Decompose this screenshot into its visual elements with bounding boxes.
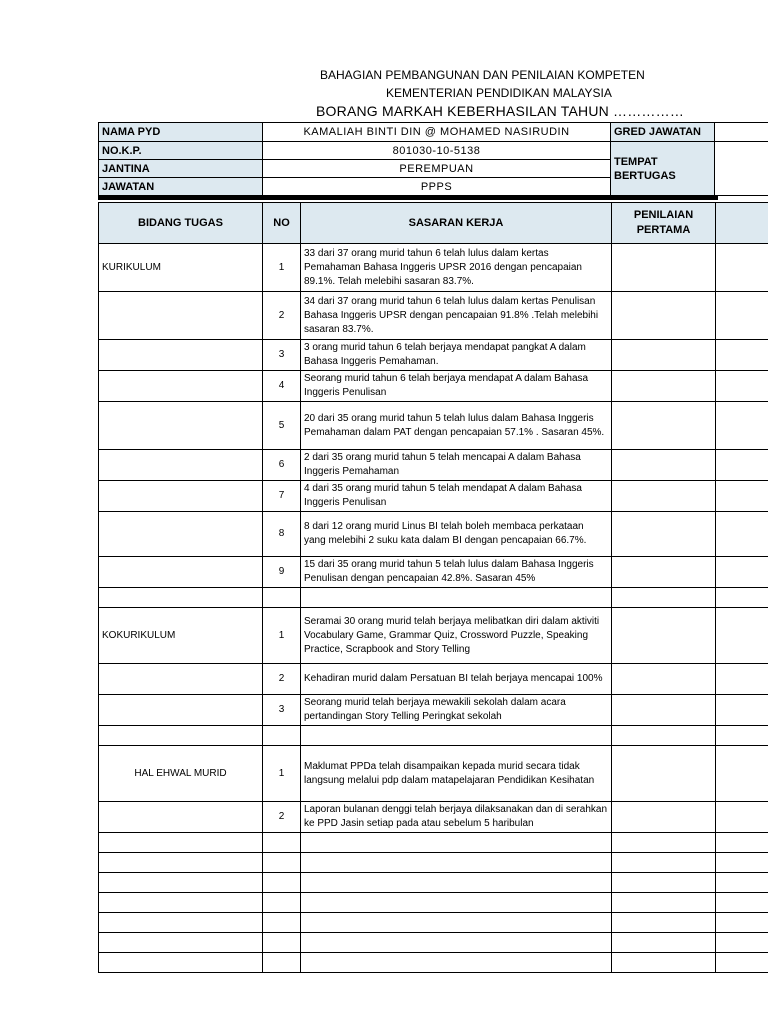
bidang-tugas-cell (99, 371, 263, 402)
sasaran-kerja-cell: 3 orang murid tahun 6 telah berjaya mendapat pangkat A dalam Bahasa Inggeris Pemahaman. (301, 340, 612, 371)
table-row (99, 913, 768, 933)
bidang-tugas-cell (99, 340, 263, 371)
form-title: BORANG MARKAH KEBERHASILAN TAHUN …………… (316, 103, 685, 119)
header-extra (716, 203, 768, 244)
table-row (99, 450, 768, 481)
extra-cell[interactable] (716, 913, 768, 933)
no-cell (263, 913, 301, 933)
no-cell (263, 953, 301, 973)
table-row (99, 933, 768, 953)
no-cell (263, 893, 301, 913)
table-row (99, 893, 768, 913)
bidang-tugas-cell (99, 873, 263, 893)
sasaran-kerja-cell: 8 dari 12 orang murid Linus BI telah boleh membaca perkataan yang melebihi 2 suku kata dalam BI dengan pencapaian 66.7%. (301, 512, 612, 557)
section-divider (98, 196, 718, 200)
department-title: BAHAGIAN PEMBANGUNAN DAN PENILAIAN KOMPETEN (320, 68, 645, 82)
table-row (99, 746, 768, 802)
tempat-label: TEMPAT BERTUGAS (611, 142, 715, 196)
table-row (99, 340, 768, 371)
bidang-tugas-cell: KOKURIKULUM (99, 608, 263, 664)
sasaran-kerja-cell (301, 893, 612, 913)
bidang-tugas-cell (99, 893, 263, 913)
table-row (99, 695, 768, 726)
extra-cell[interactable] (716, 833, 768, 853)
sasaran-kerja-cell: 15 dari 35 orang murid tahun 5 telah lulus dalam Bahasa Inggeris Penulisan dengan pencapaian 42.8%. Sasaran 45% (301, 557, 612, 588)
penilaian-pertama-cell[interactable] (612, 450, 716, 481)
table-row (99, 608, 768, 664)
bidang-tugas-cell (99, 695, 263, 726)
sasaran-kerja-cell (301, 933, 612, 953)
penilaian-pertama-cell[interactable] (612, 292, 716, 340)
nama-label: NAMA PYD (99, 123, 263, 142)
bidang-tugas-cell (99, 588, 263, 608)
penilaian-pertama-cell[interactable] (612, 695, 716, 726)
no-cell: 5 (263, 402, 301, 450)
no-cell (263, 873, 301, 893)
extra-cell[interactable] (716, 726, 768, 746)
nokp-label: NO.K.P. (99, 142, 263, 160)
penilaian-pertama-cell[interactable] (612, 664, 716, 695)
no-cell (263, 588, 301, 608)
table-row (99, 953, 768, 973)
no-cell: 1 (263, 746, 301, 802)
bidang-tugas-cell (99, 402, 263, 450)
penilaian-pertama-cell[interactable] (612, 244, 716, 292)
no-cell: 7 (263, 481, 301, 512)
penilaian-pertama-cell[interactable] (612, 933, 716, 953)
penilaian-pertama-cell[interactable] (612, 481, 716, 512)
extra-cell[interactable] (716, 402, 768, 450)
extra-cell[interactable] (716, 802, 768, 833)
extra-cell[interactable] (716, 746, 768, 802)
table-row (99, 726, 768, 746)
bidang-tugas-cell (99, 726, 263, 746)
extra-cell[interactable] (716, 481, 768, 512)
penilaian-pertama-cell[interactable] (612, 726, 716, 746)
no-cell: 4 (263, 371, 301, 402)
extra-cell[interactable] (716, 244, 768, 292)
sasaran-kerja-cell: Laporan bulanan denggi telah berjaya dilaksanakan dan di serahkan ke PPD Jasin setiap pada atau sebelum 5 haribulan (301, 802, 612, 833)
nama-value[interactable]: KAMALIAH BINTI DIN @ MOHAMED NASIRUDIN (263, 123, 611, 142)
bidang-tugas-cell (99, 913, 263, 933)
bidang-tugas-cell (99, 512, 263, 557)
extra-cell[interactable] (716, 292, 768, 340)
sasaran-kerja-cell (301, 873, 612, 893)
table-row (99, 873, 768, 893)
table-row (99, 802, 768, 833)
sasaran-kerja-cell: 4 dari 35 orang murid tahun 5 telah mendapat A dalam Bahasa Inggeris Penulisan (301, 481, 612, 512)
penilaian-pertama-cell[interactable] (612, 833, 716, 853)
sasaran-kerja-cell: 20 dari 35 orang murid tahun 5 telah lulus dalam Bahasa Inggeris Pemahaman dalam PAT dengan pencapaian 57.1% . Sasaran 45%. (301, 402, 612, 450)
header-bidang-tugas: BIDANG TUGAS (99, 203, 263, 244)
jawatan-label: JAWATAN (99, 178, 263, 196)
no-cell: 1 (263, 608, 301, 664)
sasaran-kerja-cell (301, 913, 612, 933)
table-row (99, 588, 768, 608)
no-cell: 3 (263, 695, 301, 726)
pyd-info-table (98, 122, 768, 196)
penilaian-pertama-cell[interactable] (612, 746, 716, 802)
header-penilaian-pertama: PENILAIAN PERTAMA (612, 203, 716, 244)
sasaran-kerja-cell: 2 dari 35 orang murid tahun 5 telah mencapai A dalam Bahasa Inggeris Pemahaman (301, 450, 612, 481)
table-row (99, 402, 768, 450)
penilaian-pertama-cell[interactable] (612, 802, 716, 833)
no-cell (263, 853, 301, 873)
extra-cell[interactable] (716, 608, 768, 664)
no-cell: 1 (263, 244, 301, 292)
no-cell: 3 (263, 340, 301, 371)
sasaran-kerja-cell (301, 853, 612, 873)
extra-cell[interactable] (716, 340, 768, 371)
sasaran-kerja-cell (301, 953, 612, 973)
no-cell: 2 (263, 664, 301, 695)
bidang-tugas-cell (99, 933, 263, 953)
penilaian-pertama-cell[interactable] (612, 953, 716, 973)
header-line-1 (0, 68, 768, 84)
sasaran-kerja-cell: Seramai 30 orang murid telah berjaya melibatkan diri dalam aktiviti Vocabulary Game, Grammar Quiz, Crossword Puzzle, Speaking Practice, Scrapbook and Story Telling (301, 608, 612, 664)
extra-cell[interactable] (716, 371, 768, 402)
table-row (99, 833, 768, 853)
gred-label: GRED JAWATAN (611, 123, 715, 142)
header-line-3 (0, 103, 768, 123)
sasaran-kerja-cell: 33 dari 37 orang murid tahun 6 telah lulus dalam kertas Pemahaman Bahasa Inggeris UPSR 2016 dengan pencapaian 89.1%. Telah melebihi sasaran 83.7%. (301, 244, 612, 292)
gred-value[interactable] (715, 123, 768, 142)
sasaran-kerja-cell: Kehadiran murid dalam Persatuan BI telah berjaya mencapai 100% (301, 664, 612, 695)
table-row (99, 244, 768, 292)
bidang-tugas-cell (99, 953, 263, 973)
bidang-tugas-cell: KURIKULUM (99, 244, 263, 292)
bidang-tugas-cell (99, 853, 263, 873)
no-cell: 9 (263, 557, 301, 588)
penilaian-pertama-cell[interactable] (612, 340, 716, 371)
no-cell: 8 (263, 512, 301, 557)
no-cell (263, 726, 301, 746)
sasaran-kerja-cell (301, 833, 612, 853)
bidang-tugas-cell (99, 833, 263, 853)
bidang-tugas-cell (99, 481, 263, 512)
penilaian-pertama-cell[interactable] (612, 371, 716, 402)
sasaran-kerja-cell: Maklumat PPDa telah disampaikan kepada murid secara tidak langsung melalui pdp dalam matapelajaran Pendidikan Kesihatan (301, 746, 612, 802)
bidang-tugas-cell (99, 664, 263, 695)
table-row (99, 512, 768, 557)
extra-cell[interactable] (716, 557, 768, 588)
sasaran-kerja-table (98, 202, 768, 973)
penilaian-pertama-cell[interactable] (612, 402, 716, 450)
table-row (99, 853, 768, 873)
no-cell (263, 833, 301, 853)
no-cell: 6 (263, 450, 301, 481)
extra-cell[interactable] (716, 588, 768, 608)
extra-cell[interactable] (716, 853, 768, 873)
penilaian-pertama-cell[interactable] (612, 853, 716, 873)
penilaian-pertama-cell[interactable] (612, 608, 716, 664)
extra-cell[interactable] (716, 664, 768, 695)
no-cell (263, 933, 301, 953)
sasaran-kerja-cell: 34 dari 37 orang murid tahun 6 telah lulus dalam kertas Penulisan Bahasa Inggeris UPSR dengan pencapaian 91.8% .Telah melebihi sasaran 83.7%. (301, 292, 612, 340)
header-sasaran-kerja: SASARAN KERJA (301, 203, 612, 244)
extra-cell[interactable] (716, 512, 768, 557)
bidang-tugas-cell (99, 450, 263, 481)
jantina-value[interactable]: PEREMPUAN (263, 160, 611, 178)
extra-cell[interactable] (716, 953, 768, 973)
jawatan-value[interactable]: PPPS (263, 178, 611, 196)
bidang-tugas-cell (99, 802, 263, 833)
table-row (99, 371, 768, 402)
table-row (99, 557, 768, 588)
penilaian-pertama-cell[interactable] (612, 588, 716, 608)
no-cell: 2 (263, 292, 301, 340)
table-row (99, 481, 768, 512)
extra-cell[interactable] (716, 450, 768, 481)
bidang-tugas-cell: HAL EHWAL MURID (99, 746, 263, 802)
header-line-2 (0, 86, 768, 102)
sasaran-kerja-cell: Seorang murid tahun 6 telah berjaya mendapat A dalam Bahasa Inggeris Penulisan (301, 371, 612, 402)
bidang-tugas-cell (99, 292, 263, 340)
bidang-tugas-cell (99, 557, 263, 588)
penilaian-pertama-cell[interactable] (612, 557, 716, 588)
jantina-label: JANTINA (99, 160, 263, 178)
table-row (99, 292, 768, 340)
extra-cell[interactable] (716, 933, 768, 953)
table-row (99, 664, 768, 695)
sasaran-kerja-cell: Seorang murid telah berjaya mewakili sekolah dalam acara pertandingan Story Telling Peringkat sekolah (301, 695, 612, 726)
extra-cell[interactable] (716, 695, 768, 726)
no-cell: 2 (263, 802, 301, 833)
header-no: NO (263, 203, 301, 244)
penilaian-pertama-cell[interactable] (612, 873, 716, 893)
penilaian-pertama-cell[interactable] (612, 913, 716, 933)
sasaran-kerja-cell (301, 588, 612, 608)
nokp-value[interactable]: 801030-10-5138 (263, 142, 611, 160)
extra-cell[interactable] (716, 873, 768, 893)
sasaran-kerja-cell (301, 726, 612, 746)
tempat-value[interactable] (715, 142, 768, 196)
penilaian-pertama-cell[interactable] (612, 893, 716, 913)
penilaian-pertama-cell[interactable] (612, 512, 716, 557)
ministry-title: KEMENTERIAN PENDIDIKAN MALAYSIA (386, 86, 612, 100)
extra-cell[interactable] (716, 893, 768, 913)
